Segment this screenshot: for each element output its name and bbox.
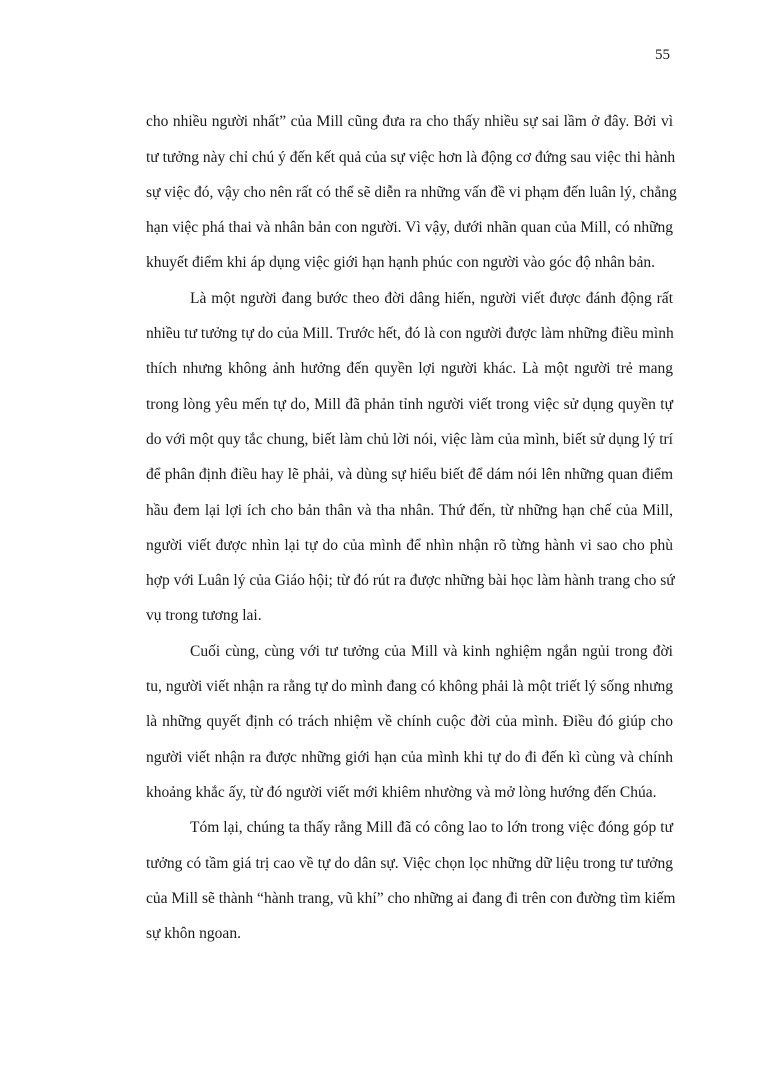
paragraph-3-line-5: khoảng khắc ấy, từ đó người viết mới khiêm nhường và mở lòng hướng đến Chúa. — [146, 784, 657, 801]
paragraph-2-line-6: để phân định điều hay lẽ phải, và dùng sự hiểu biết để dám nói lên những quan điểm — [146, 466, 673, 483]
paragraph-4-line-2: tưởng có tầm giá trị cao về tự do dân sự. Việc chọn lọc những dữ liệu trong tư tưởng — [146, 855, 673, 872]
paragraph-2-line-5: do với một quy tắc chung, biết làm chủ lời nói, việc làm của mình, biết sử dụng lý trí — [146, 431, 673, 448]
paragraph-1-line-1: cho nhiều người nhất” của Mill cũng đưa ra cho thấy nhiều sự sai lầm ở đây. Bởi vì — [146, 113, 673, 130]
paragraph-2-line-10: vụ trong tương lai. — [146, 607, 262, 624]
paragraph-3-line-4: người viết nhận ra được những giới hạn của mình khi tự do đi đến kì cùng và chính — [146, 749, 673, 766]
paragraph-2-line-7: hầu đem lại lợi ích cho bản thân và tha nhân. Thứ đến, từ những hạn chế của Mill, — [146, 502, 673, 519]
paragraph-2-line-1: Là một người đang bước theo đời dâng hiến, người viết được đánh động rất — [190, 290, 673, 307]
paragraph-3-line-3: là những quyết định có trách nhiệm về chính cuộc đời của mình. Điều đó giúp cho — [146, 713, 673, 730]
paragraph-1-line-2: tư tưởng này chỉ chú ý đến kết quả của sự việc hơn là động cơ đứng sau việc thi hành — [146, 149, 676, 166]
paragraph-3-line-2: tu, người viết nhận ra rằng tự do mình đang có không phải là một triết lý sống nhưng — [146, 678, 673, 695]
paragraph-2-line-4: trong lòng yêu mến tự do, Mill đã phản tỉnh người viết trong việc sử dụng quyền tự — [146, 396, 673, 413]
paragraph-2-line-3: thích nhưng không ảnh hưởng đến quyền lợi người khác. Là một người trẻ mang — [146, 360, 673, 377]
paragraph-2-line-2: nhiều tư tưởng tự do của Mill. Trước hết, đó là con người được làm những điều mình — [146, 325, 674, 342]
paragraph-1-line-4: hạn việc phá thai và nhân bản con người. Vì vậy, dưới nhãn quan của Mill, có những — [146, 219, 673, 236]
paragraph-2-line-8: người viết được nhìn lại tự do của mình để nhìn nhận rõ từng hành vi sao cho phù — [146, 537, 673, 554]
paragraph-1-line-3: sự việc đó, vậy cho nên rất có thể sẽ diễn ra những vấn đề vi phạm đến luân lý, chẳng — [146, 184, 677, 201]
paragraph-2-line-9: hợp với Luân lý của Giáo hội; từ đó rút ra được những bài học làm hành trang cho sứ — [146, 572, 675, 589]
paragraph-4-line-1: Tóm lại, chúng ta thấy rằng Mill đã có công lao to lớn trong việc đóng góp tư — [190, 819, 673, 836]
paragraph-4-line-4: sự khôn ngoan. — [146, 925, 241, 942]
paragraph-1-line-5: khuyết điểm khi áp dụng việc giới hạn hạnh phúc con người vào góc độ nhân bản. — [146, 254, 656, 271]
paragraph-3-line-1: Cuối cùng, cùng với tư tưởng của Mill và kinh nghiệm ngắn ngủi trong đời — [190, 643, 673, 660]
paragraph-4-line-3: của Mill sẽ thành “hành trang, vũ khí” cho những ai đang đi trên con đường tìm kiếm — [146, 890, 676, 907]
page-number: 55 — [655, 47, 670, 63]
